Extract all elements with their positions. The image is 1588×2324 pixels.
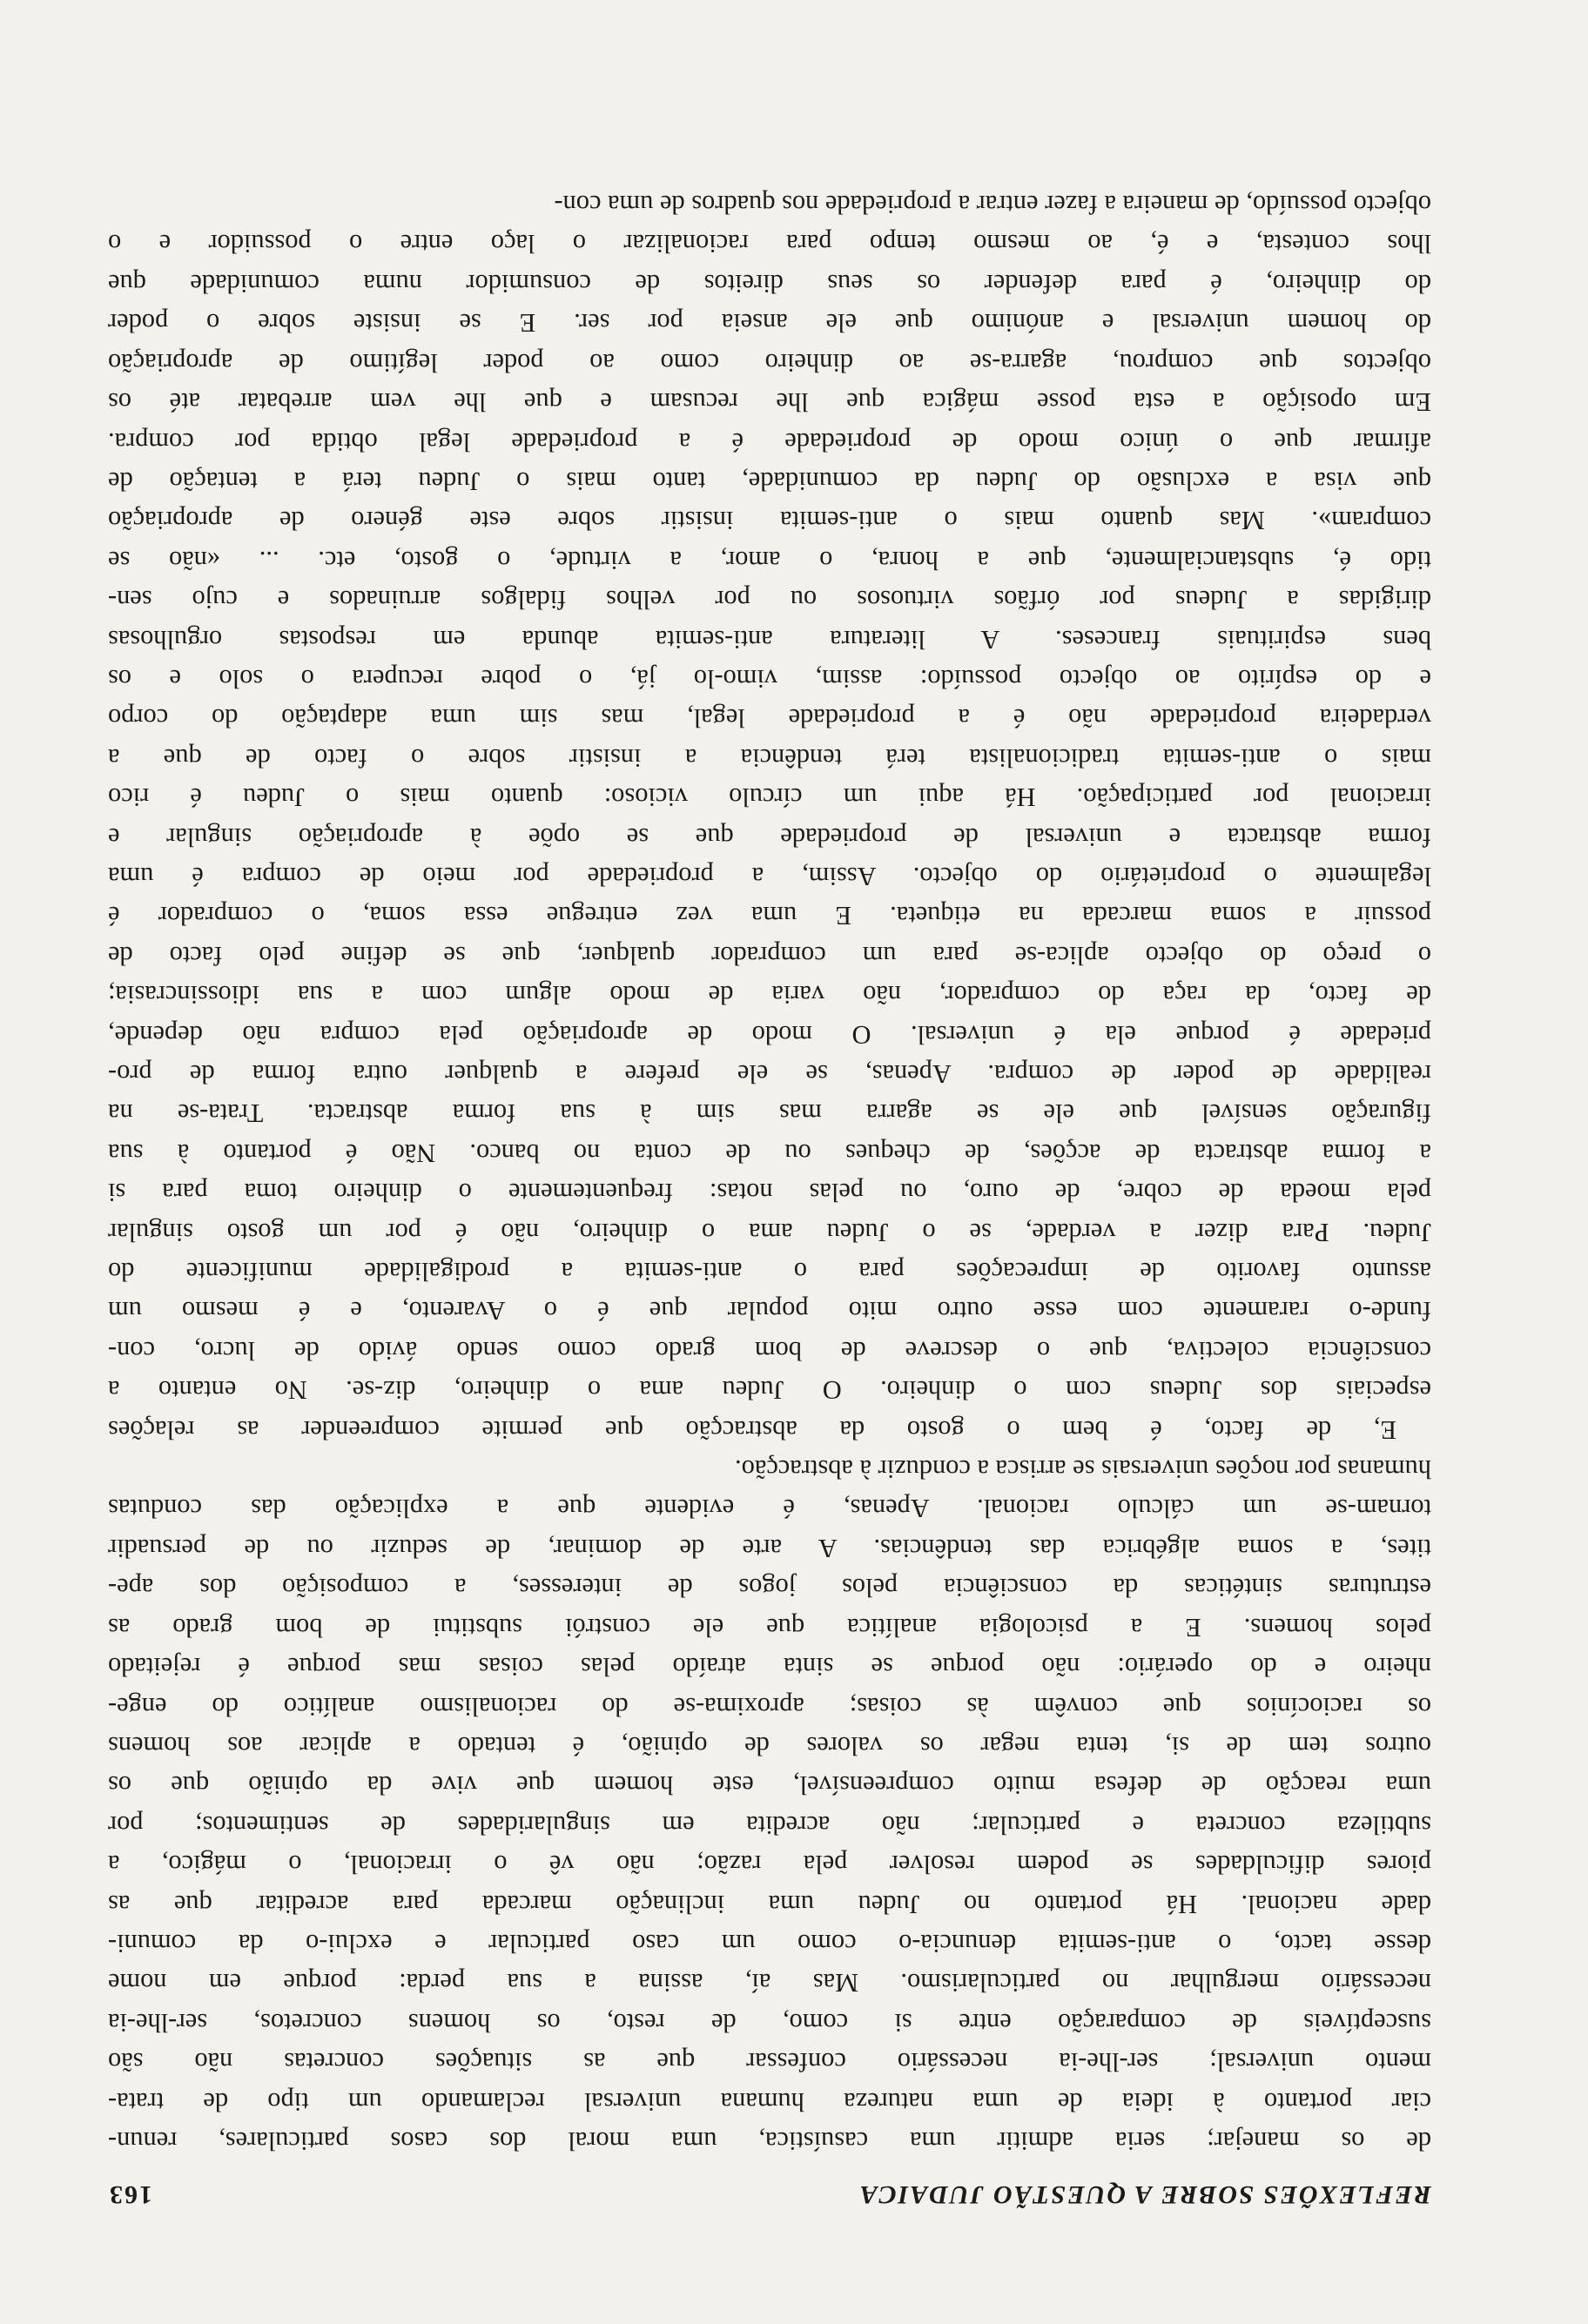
text-line: e do espírito ao objecto possuído: assim, vimo-lo já, o pobre recupera o solo e os: [108, 663, 1431, 694]
text-line: assunto favorito de imprecações para o anti-semita a prodigalidade munificente do: [108, 1257, 1431, 1287]
text-line: Em oposição a esta posse mágica que lhe recusam e que lhe vem arrebatar até os: [108, 387, 1431, 418]
page-header: [108, 2180, 1431, 2209]
text-line: tornam-se um cálculo racional. Apenas, é evidente que a explicação das condutas: [108, 1494, 1431, 1524]
text-line: consciência colectiva, que o descreve de bom grado como sendo ávido de lucro, con-: [108, 1335, 1431, 1366]
text-line: que visa a exclusão do Judeu da comunidade, tanto mais o Judeu terá a tentação de: [108, 466, 1431, 496]
text-line: mento universal; ser-lhe-ia necessário confessar que as situações concretas não são: [108, 2047, 1431, 2078]
text-line: figuração sensível que ele se agarra mas sim à sua forma abstracta. Trata-se na: [108, 1098, 1431, 1129]
text-line: susceptíveis de comparação entre si como, de resto, os homens concretos, ser-lhe-ia: [108, 2007, 1431, 2038]
book-page: [108, 185, 1431, 2209]
page-body: [108, 185, 1431, 2160]
text-line: tites, a soma algébrica das tendências. A arte de dominar, de seduzir ou de persuadir: [108, 1533, 1431, 1563]
text-line: lhos contesta, e é, ao mesmo tempo para racionalizar o laço entre o possuidor e o: [108, 229, 1431, 259]
text-line: priedade é porque ela é universal. O modo de apropriação pela compra não depende,: [108, 1019, 1431, 1050]
text-line: afirmar que o único modo de propriedade é a propriedade legal obtida por compra.: [108, 427, 1431, 457]
running-title: REFLEXÕES SOBRE A QUESTÃO JUDAICA: [858, 2180, 1431, 2209]
text-line: possuir a soma marcada na etiqueta. E uma vez entregue essa soma, o comprador é: [108, 901, 1431, 931]
text-line: pela moeda de cobre, de ouro, ou pelas notas: frequentemente o dinheiro toma para si: [108, 1178, 1431, 1208]
text-line: funde-o raramente com esse outro mito popular que é o Avarento, e é mesmo um: [108, 1296, 1431, 1327]
text-line: legalmente o proprietário do objecto. Assim, a propriedade por meio de compra é uma: [108, 862, 1431, 891]
text-line: verdadeira propriedade não é a propriedade legal, mas sim uma adaptação do corpo: [108, 703, 1431, 734]
page-number: 163: [108, 2180, 152, 2209]
text-line: o preço do objecto aplica-se para um comprador qualquer, que se define pelo facto de: [108, 940, 1431, 971]
text-line: do homem universal e anónimo que ele anseia por ser. E se insiste sobre o poder: [108, 308, 1431, 339]
text-line: realidade de poder de compra. Apenas, se ele prefere a qualquer outra forma de pro-: [108, 1059, 1431, 1090]
text-line: piores dificuldades se podem resolver pela razão; não vê o irracional, o mágico, a: [108, 1850, 1431, 1880]
text-line: irracional por participação. Há aqui um círculo vicioso: quanto mais o Judeu é rico: [108, 783, 1431, 813]
text-line: especiais dos Judeus com o dinheiro. O Judeu ama o dinheiro, diz-se. No entanto a: [108, 1375, 1431, 1406]
text-line: objectos que comprou, agarra-se ao dinheiro como ao poder legítimo de apropriação: [108, 347, 1431, 378]
text-line: desse tacto, o anti-semita denuncia-o como um caso particular e exclui-o da comuni-: [108, 1928, 1431, 1958]
text-line: os raciocínios que convêm às coisas; aproxima-se do racionalismo analítico do enge-: [108, 1691, 1431, 1722]
paragraph: [108, 1449, 1431, 2160]
paragraph: [108, 185, 1431, 1449]
text-line: mais o anti-semita tradicionalista terá tendência a insistir sobre o facto de que a: [108, 742, 1431, 773]
text-line: compram». Mas quanto mais o anti-semita insistir sobre este género de apropriação: [108, 506, 1431, 536]
text-line: bens espirituais franceses. A literatura anti-semita abunda em respostas orgulhosas: [108, 624, 1431, 655]
text-line: pelos homens. E a psicologia analítica que ele constrói substitui de bom grado as: [108, 1612, 1431, 1642]
text-line: estruturas sintéticas da consciência pelos jogos de interesses, a composição dos ape-: [108, 1573, 1431, 1603]
text-line: dade nacional. Há portanto no Judeu uma inclinação marcada para acreditar que as: [108, 1889, 1431, 1919]
text-line: humanas por noções universais se arrisca a conduzir à abstracção.: [735, 1454, 1431, 1485]
text-line: nheiro e do operário: não porque se sinta atraído pelas coisas mas porque é rejeitado: [108, 1652, 1431, 1683]
text-line: de os manejar; seria admitir uma casuística, uma moral dos casos particulares, renun-: [108, 2126, 1431, 2156]
text-line: de facto, da raça do comprador, não varia de modo algum com a sua idiossincrasia;: [108, 980, 1431, 1011]
text-line: necessário mergulhar no particularismo. Mas aí, assina a sua perda: porque em nome: [108, 1968, 1431, 1998]
text-line: uma reacção de defesa muito compreensível, este homem que vive da opinião que os: [108, 1770, 1431, 1801]
text-line: forma abstracta e universal de propriedade que se opõe à apropriação singular e: [108, 822, 1431, 852]
text-line: E, de facto, é bem o gosto da abstracção que permite compreender as relações: [108, 1414, 1396, 1445]
text-line: subtileza concreta e particular; não acredita em singularidades de sentimentos; por: [108, 1810, 1431, 1840]
text-line: tido é, substancialmente, que a honra, o amor, a virtude, o gosto, etc. ... «não se: [108, 545, 1431, 575]
text-line: a forma abstracta de acções, de cheques ou de conta no banco. Não é portanto à sua: [108, 1138, 1431, 1168]
text-line: dirigidas a Judeus por órfãos virtuosos ou por velhos fidalgos arruinados e cujo sen-: [108, 585, 1431, 615]
text-line: outros tem de si, tenta negar os valores de opinião, é tentado a aplicar aos homens: [108, 1730, 1431, 1761]
text-line: objecto possuído, de maneira a fazer entrar a propriedade nos quadros de uma con-: [554, 190, 1431, 220]
text-line: ciar portanto à ideia de uma natureza humana universal reclamando um tipo de trata-: [108, 2086, 1431, 2117]
text-line: do dinheiro, é para defender os seus direitos de consumidor numa comunidade que: [108, 268, 1431, 299]
text-line: Judeu. Para dizer a verdade, se o Judeu ama o dinheiro, não é por um gosto singular: [108, 1217, 1431, 1247]
